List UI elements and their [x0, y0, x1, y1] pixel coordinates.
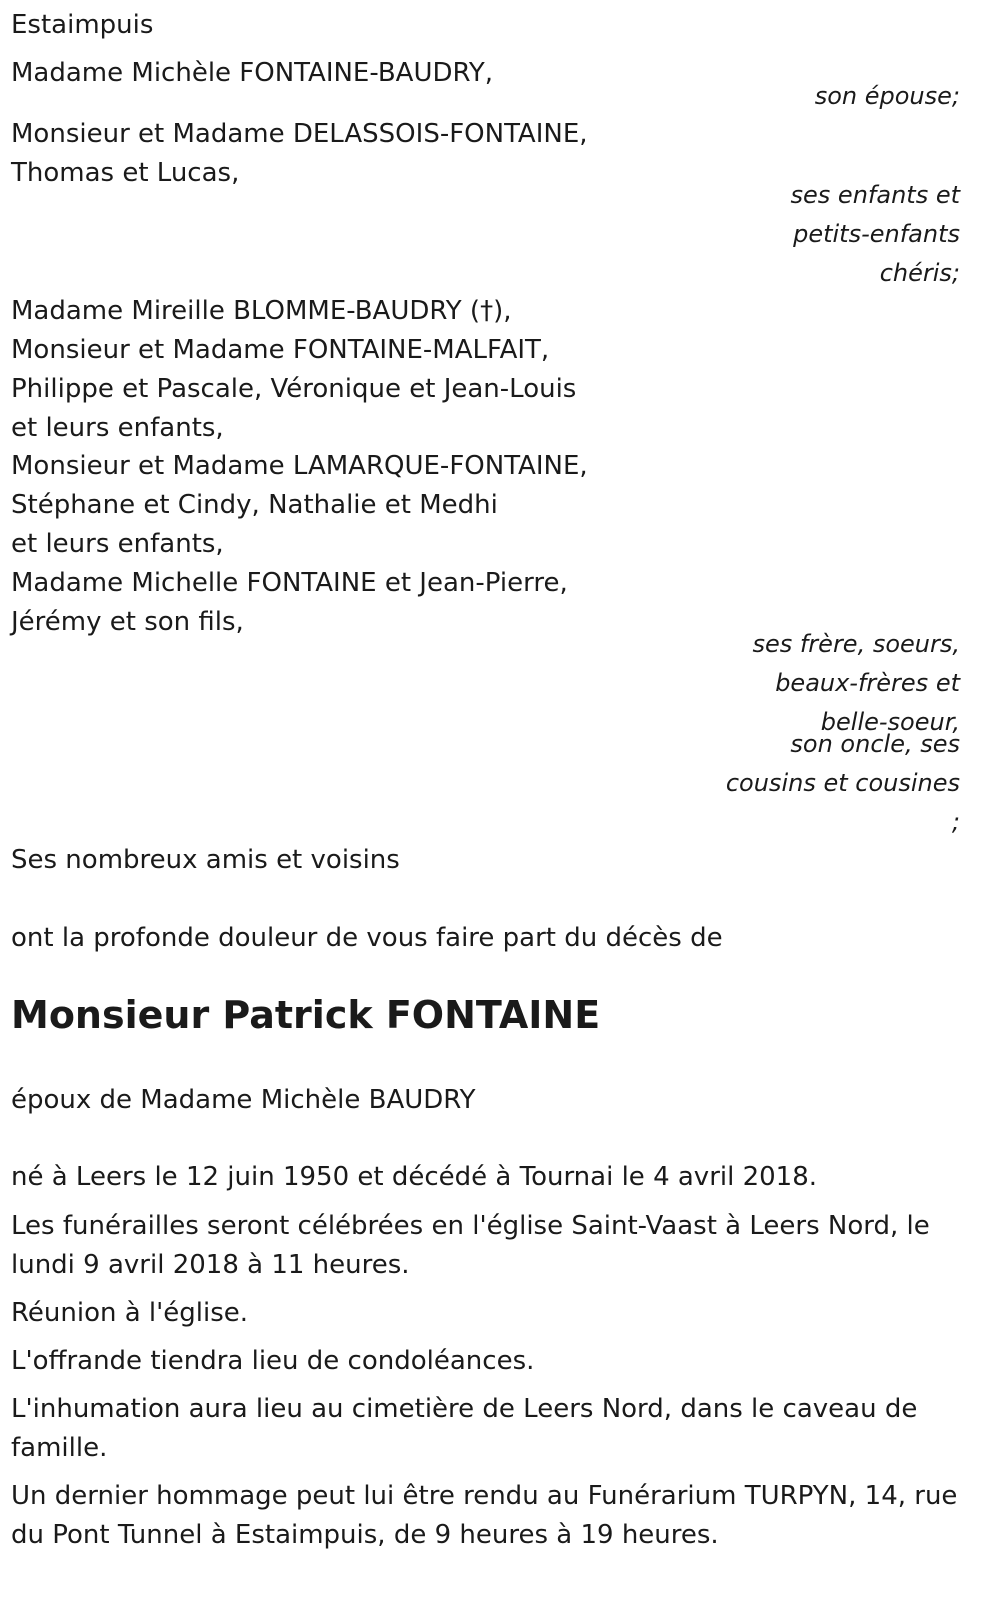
wife-line: Madame Michèle FONTAINE-BAUDRY, — [11, 58, 494, 88]
siblings-line-9: Jérémy et son fils, — [11, 607, 244, 637]
birth-death-line: né à Leers le 12 juin 1950 et décédé à Tournai le 4 avril 2018. — [11, 1162, 818, 1192]
siblings-line-6: Stéphane et Cindy, Nathalie et Medhi — [11, 490, 498, 520]
cousins-role-2: cousins et cousines — [725, 769, 960, 797]
wife-role: son épouse; — [814, 82, 960, 110]
meeting-line: Réunion à l'église. — [11, 1298, 249, 1328]
friends-line: Ses nombreux amis et voisins — [11, 845, 400, 875]
burial-line-2: famille. — [11, 1433, 108, 1463]
children-role-3: chéris; — [879, 259, 960, 287]
town-label: Estaimpuis — [11, 10, 154, 40]
siblings-line-2: Monsieur et Madame FONTAINE-MALFAIT, — [11, 335, 550, 365]
deceased-name: Monsieur Patrick FONTAINE — [11, 993, 601, 1037]
burial-line-1: L'inhumation aura lieu au cimetière de Leers Nord, dans le caveau de — [11, 1394, 918, 1424]
siblings-role-1: ses frère, soeurs, — [752, 630, 960, 658]
children-line-1: Monsieur et Madame DELASSOIS-FONTAINE, — [11, 119, 588, 149]
spouse-of-line: époux de Madame Michèle BAUDRY — [11, 1085, 476, 1115]
siblings-line-8: Madame Michelle FONTAINE et Jean-Pierre, — [11, 568, 568, 598]
siblings-line-4: et leurs enfants, — [11, 413, 224, 443]
children-role-2: petits-enfants — [793, 220, 960, 248]
tribute-line-1: Un dernier hommage peut lui être rendu au Funérarium TURPYN, 14, rue — [11, 1481, 958, 1511]
siblings-role-2: beaux-frères et — [775, 669, 960, 697]
siblings-line-3: Philippe et Pascale, Véronique et Jean-Louis — [11, 374, 577, 404]
siblings-line-7: et leurs enfants, — [11, 529, 224, 559]
siblings-role-3: belle-soeur, — [820, 708, 960, 736]
funeral-line-1: Les funérailles seront célébrées en l'église Saint-Vaast à Leers Nord, le — [11, 1211, 930, 1241]
funeral-line-2: lundi 9 avril 2018 à 11 heures. — [11, 1250, 410, 1280]
offering-line: L'offrande tiendra lieu de condoléances. — [11, 1346, 535, 1376]
siblings-line-1: Madame Mireille BLOMME-BAUDRY (†), — [11, 296, 512, 326]
announcement-intro: ont la profonde douleur de vous faire part du décès de — [11, 923, 723, 953]
cousins-role-1: son oncle, ses — [790, 730, 960, 758]
children-line-2: Thomas et Lucas, — [11, 158, 240, 188]
children-role-1: ses enfants et — [790, 181, 960, 209]
siblings-line-5: Monsieur et Madame LAMARQUE-FONTAINE, — [11, 451, 588, 481]
cousins-role-3: ; — [951, 808, 960, 836]
tribute-line-2: du Pont Tunnel à Estaimpuis, de 9 heures à 19 heures. — [11, 1520, 719, 1550]
